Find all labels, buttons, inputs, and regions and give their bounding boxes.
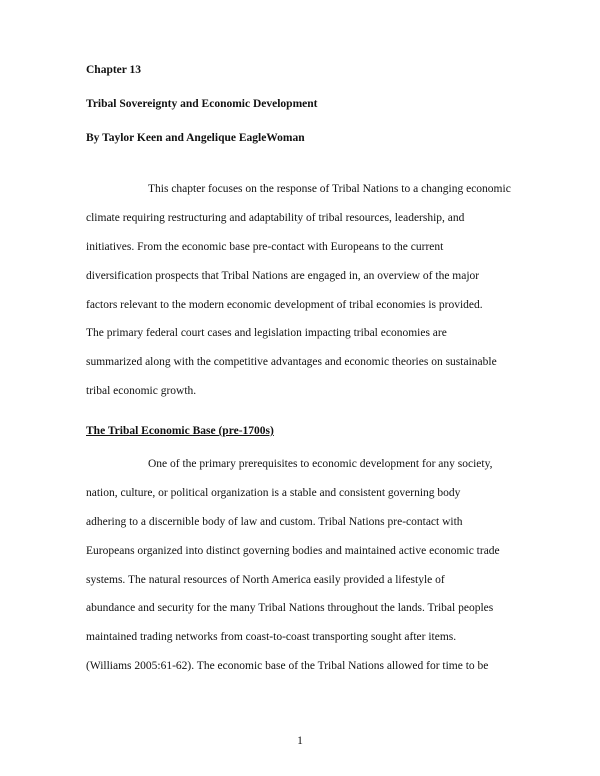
paragraph-line: Europeans organized into distinct governing bodies and maintained active economic trade bbox=[86, 544, 500, 557]
paragraph-line: nation, culture, or political organization is a stable and consistent governing body bbox=[86, 486, 461, 499]
paragraph-line: factors relevant to the modern economic development of tribal economies is provided. bbox=[86, 298, 483, 311]
section-heading: The Tribal Economic Base (pre-1700s) bbox=[86, 425, 274, 437]
paragraph-line: climate requiring restructuring and adaptability of tribal resources, leadership, and bbox=[86, 211, 465, 224]
page-number: 1 bbox=[297, 735, 303, 747]
paragraph-line: The primary federal court cases and legislation impacting tribal economies are bbox=[86, 327, 447, 340]
paragraph-line: tribal economic growth. bbox=[86, 385, 197, 398]
paragraph-line: diversification prospects that Tribal Nations are engaged in, an overview of the major bbox=[86, 269, 480, 282]
paragraph-line: initiatives. From the economic base pre-contact with Europeans to the current bbox=[86, 240, 444, 253]
paragraph-line: adhering to a discernible body of law and custom. Tribal Nations pre-contact with bbox=[86, 515, 463, 528]
section-paragraph bbox=[86, 450, 516, 681]
author-byline: By Taylor Keen and Angelique EagleWoman bbox=[86, 132, 305, 144]
paragraph-line: abundance and security for the many Tribal Nations throughout the lands. Tribal peoples bbox=[86, 602, 494, 615]
paragraph-line: One of the primary prerequisites to economic development for any society, bbox=[148, 458, 493, 470]
paragraph-line: maintained trading networks from coast-to-coast transporting sought after items. bbox=[86, 631, 457, 644]
paragraph-line: This chapter focuses on the response of Tribal Nations to a changing economic bbox=[148, 183, 511, 195]
intro-paragraph bbox=[86, 175, 516, 406]
paragraph-line: (Williams 2005:61-62). The economic base of the Tribal Nations allowed for time to be bbox=[86, 660, 489, 673]
paragraph-line: systems. The natural resources of North America easily provided a lifestyle of bbox=[86, 573, 445, 586]
chapter-label: Chapter 13 bbox=[86, 64, 142, 76]
paragraph-line: summarized along with the competitive advantages and economic theories on sustainable bbox=[86, 356, 497, 369]
chapter-title: Tribal Sovereignty and Economic Development bbox=[86, 98, 318, 110]
